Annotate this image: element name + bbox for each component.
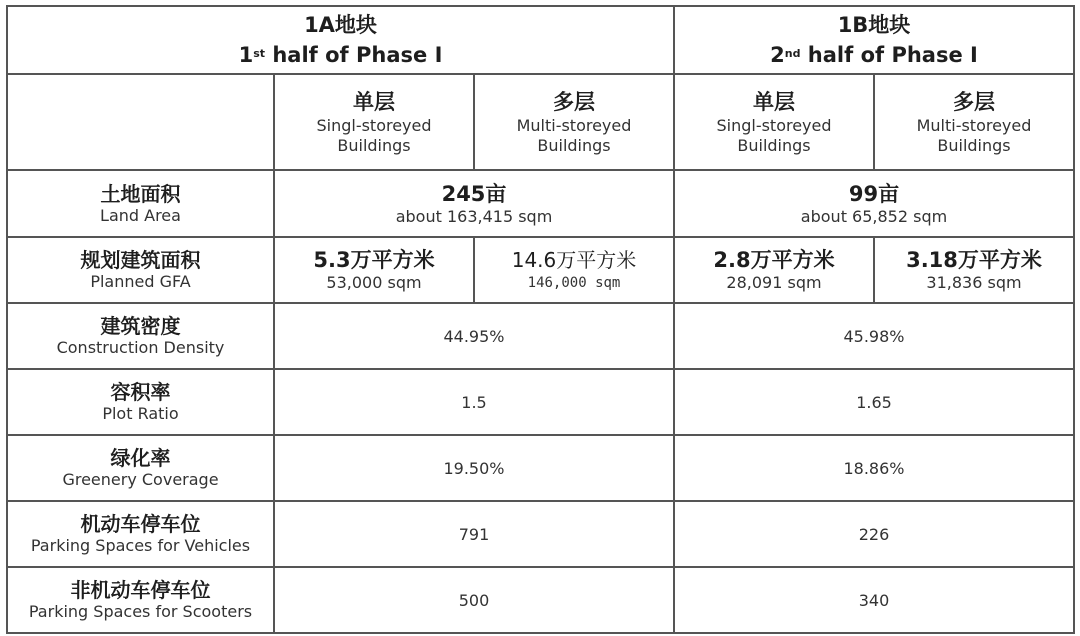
land-area-row	[7, 170, 1074, 237]
data-table	[6, 5, 1075, 634]
building-type-row	[7, 74, 1074, 170]
gfa-1b-multi-main: 3.18万平方米	[906, 248, 1042, 272]
land-area-label-en: Land Area	[100, 205, 181, 225]
type-1a-multi-cn: 多层	[553, 89, 595, 114]
gfa-1a-multi-sub: 146,000 sqm	[527, 275, 621, 291]
gfa-1b-single-main: 2.8万平方米	[713, 248, 835, 272]
gfa-1a-single-main: 5.3万平方米	[313, 248, 435, 272]
plot-ratio-label-en: Plot Ratio	[102, 404, 179, 423]
parking-scooters-1a-value: 500	[274, 567, 674, 633]
plot-ratio-row	[7, 369, 1074, 435]
density-label-cn: 建筑密度	[100, 314, 181, 338]
gfa-1a-multi-main: 14.6万平方米	[511, 248, 637, 272]
land-area-label	[7, 170, 274, 237]
land-area-1b	[674, 170, 1074, 237]
plot-ratio-1a-value: 1.5	[274, 369, 674, 435]
greenery-1b-value: 18.86%	[674, 435, 1074, 501]
type-1a-single-en1: Singl-storeyed	[316, 115, 432, 135]
gfa-label-cn: 规划建筑面积	[80, 248, 201, 272]
density-row	[7, 303, 1074, 369]
type-1b-single-cn: 单层	[753, 89, 795, 114]
building-type-empty-cell	[7, 74, 274, 170]
type-1a-multi-en1: Multi-storeyed	[516, 115, 632, 135]
type-1b-single-en2: Buildings	[737, 135, 811, 155]
land-area-1b-sub: about 65,852 sqm	[800, 206, 948, 226]
data-table-wrap	[6, 5, 1075, 634]
type-1a-multi-en2: Buildings	[537, 135, 611, 155]
type-1b-multi	[874, 74, 1074, 170]
land-area-1a-sub: about 163,415 sqm	[395, 206, 553, 226]
gfa-1a-single-sub: 53,000 sqm	[326, 273, 422, 292]
phase-1a-title-rest: half of Phase I	[265, 43, 443, 67]
gfa-row	[7, 237, 1074, 303]
density-1b-value: 45.98%	[674, 303, 1074, 369]
phase-1b-ord-num: 2	[770, 43, 785, 67]
gfa-1b-multi-sub: 31,836 sqm	[926, 273, 1022, 292]
parking-vehicles-label-cn: 机动车停车位	[80, 512, 201, 536]
gfa-1a-multi	[474, 237, 674, 303]
gfa-1b-single-sub: 28,091 sqm	[726, 273, 822, 292]
gfa-1a-single	[274, 237, 474, 303]
type-1a-single	[274, 74, 474, 170]
type-1a-single-cn: 单层	[353, 89, 395, 114]
type-1a-single-en2: Buildings	[337, 135, 411, 155]
phase-1a-title	[8, 40, 673, 70]
plot-ratio-1b-value: 1.65	[674, 369, 1074, 435]
gfa-1b-single	[674, 237, 874, 303]
phase-1b-title	[675, 40, 1073, 70]
parking-vehicles-1a-value: 791	[274, 501, 674, 567]
land-area-label-cn: 土地面积	[100, 181, 181, 206]
phase-1b-title-rest: half of Phase I	[800, 43, 978, 67]
type-1b-multi-en1: Multi-storeyed	[916, 115, 1032, 135]
greenery-1a-value: 19.50%	[274, 435, 674, 501]
type-1b-multi-cn: 多层	[953, 89, 995, 114]
phase-1b-header	[674, 6, 1074, 74]
gfa-label	[7, 237, 274, 303]
density-label	[7, 303, 274, 369]
phase-1a-ord-num: 1	[238, 43, 254, 67]
parking-scooters-label-en: Parking Spaces for Scooters	[28, 602, 253, 621]
type-1a-multi	[474, 74, 674, 170]
parking-vehicles-label	[7, 501, 274, 567]
parking-scooters-label-cn: 非机动车停车位	[70, 578, 211, 602]
type-1b-single-en1: Singl-storeyed	[716, 115, 832, 135]
land-area-1b-main: 99亩	[848, 181, 900, 206]
parking-vehicles-row	[7, 501, 1074, 567]
land-area-1a	[274, 170, 674, 237]
greenery-label-cn: 绿化率	[110, 446, 171, 470]
parking-scooters-1b-value: 340	[674, 567, 1074, 633]
plot-ratio-label	[7, 369, 274, 435]
type-1b-multi-en2: Buildings	[937, 135, 1011, 155]
phase-header-row	[7, 6, 1074, 74]
plot-ratio-label-cn: 容积率	[110, 380, 171, 404]
phase-1b-ord-sup: nd	[784, 47, 801, 60]
type-1b-single	[674, 74, 874, 170]
density-label-en: Construction Density	[56, 338, 225, 357]
greenery-row	[7, 435, 1074, 501]
parking-vehicles-label-en: Parking Spaces for Vehicles	[30, 536, 251, 555]
gfa-1b-multi	[874, 237, 1074, 303]
phase-1b-cn: 1B地块	[837, 13, 911, 37]
greenery-label	[7, 435, 274, 501]
phase-1a-ord-sup: st	[253, 47, 266, 60]
parking-vehicles-1b-value: 226	[674, 501, 1074, 567]
parking-scooters-label	[7, 567, 274, 633]
density-1a-value: 44.95%	[274, 303, 674, 369]
phase-1a-cn: 1A地块	[304, 13, 377, 37]
land-area-1a-main: 245亩	[441, 181, 507, 206]
greenery-label-en: Greenery Coverage	[62, 470, 219, 489]
parking-scooters-row	[7, 567, 1074, 633]
phase-1a-header	[7, 6, 674, 74]
gfa-label-en: Planned GFA	[90, 272, 191, 291]
